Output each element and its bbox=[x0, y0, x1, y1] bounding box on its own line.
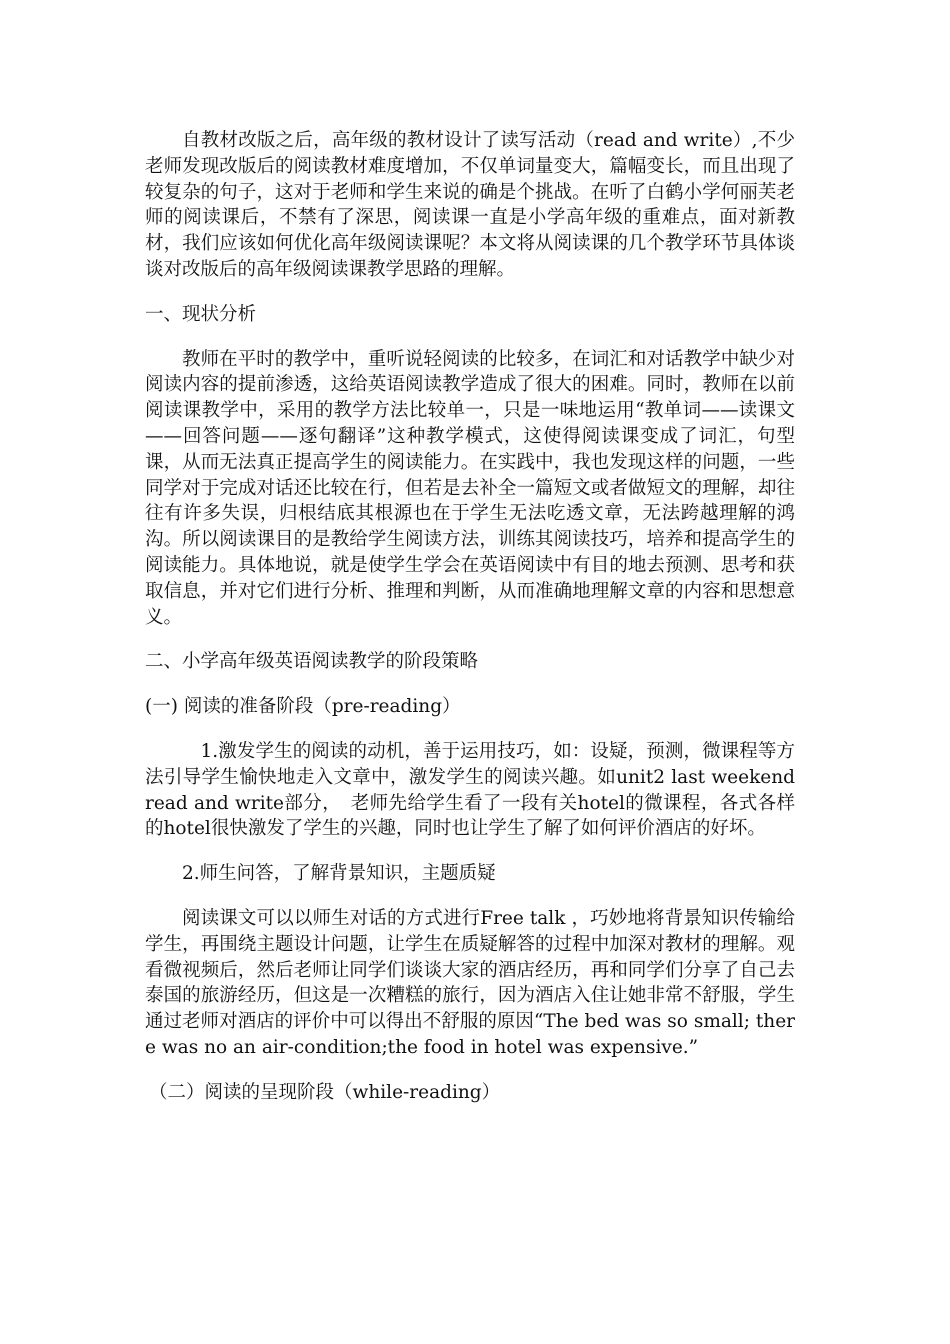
subsection-heading-pre-reading: (一) 阅读的准备阶段（pre-reading） bbox=[145, 696, 461, 718]
pre-reading-item-2-paragraph: 阅读课文可以以师生对话的方式进行Free talk ，巧妙地将背景知识传输给学生，再围绕主题设计问题，让学生在质疑解答的过程中加深对教材的理解。观看微视频后，然后老师让同学们谈谈大家的酒店经历，再和同学们分享了自己去泰国的旅游经历，但这是一次糟糕的旅行，因为酒店入住让她非常不舒服，学生通过老师对酒店的评价中可以得出不舒服的原因“The bed was so small; there was no an air-condition;the food in hotel was expensive.” bbox=[145, 907, 795, 1058]
subsection-heading-while-reading: （二）阅读的呈现阶段（while-reading） bbox=[149, 1081, 501, 1103]
section-heading-status-analysis: 一、现状分析 bbox=[145, 303, 257, 325]
status-analysis-paragraph: 教师在平时的教学中，重听说轻阅读的比较多，在词汇和对话教学中缺少对阅读内容的提前渗透，这给英语阅读教学造成了很大的困难。同时，教师在以前阅读课教学中，采用的教学方法比较单一，只是一味地运用“教单词——读课文——回答问题——逐句翻译”这种教学模式，这使得阅读课变成了词汇，句型课，从而无法真正提高学生的阅读能力。在实践中，我也发现这样的问题，一些同学对于完成对话还比较在行，但若是去补全一篇短文或者做短文的理解，却往往有许多失误，归根结底其根源也在于学生无法吃透文章，无法跨越理解的鸿沟。所以阅读课目的是教给学生阅读方法，训练其阅读技巧，培养和提高学生的阅读能力。具体地说，就是使学生学会在英语阅读中有目的地去预测、思考和获取信息，并对它们进行分析、推理和判断，从而准确地理解文章的内容和思想意义。 bbox=[145, 348, 795, 628]
intro-paragraph: 自教材改版之后，高年级的教材设计了读写活动（read and write）,不少老师发现改版后的阅读教材难度增加，不仅单词量变大，篇幅变长，而且出现了较复杂的句子，这对于老师和学生来说的确是个挑战。在听了白鹤小学何丽芙老师的阅读课后，不禁有了深思，阅读课一直是小学高年级的重难点，面对新教材，我们应该如何优化高年级阅读课呢？本文将从阅读课的几个教学环节具体谈谈对改版后的高年级阅读课教学思路的理解。 bbox=[145, 130, 795, 280]
pre-reading-item-2-heading: 2.师生问答，了解背景知识，主题质疑 bbox=[182, 863, 496, 885]
pre-reading-item-1: 1.激发学生的阅读的动机，善于运用技巧，如：设疑，预测，微课程等方法引导学生愉快地走入文章中，激发学生的阅读兴趣。如unit2 last weekend read and write部分， 老师先给学生看了一段有关hotel的微课程，各式各样的hotel很快激发了学生的兴趣，同时也让学生了解了如何评价酒店的好坏。 bbox=[145, 740, 795, 840]
document-page bbox=[145, 128, 795, 1125]
section-heading-stage-strategy: 二、小学高年级英语阅读教学的阶段策略 bbox=[145, 651, 479, 673]
